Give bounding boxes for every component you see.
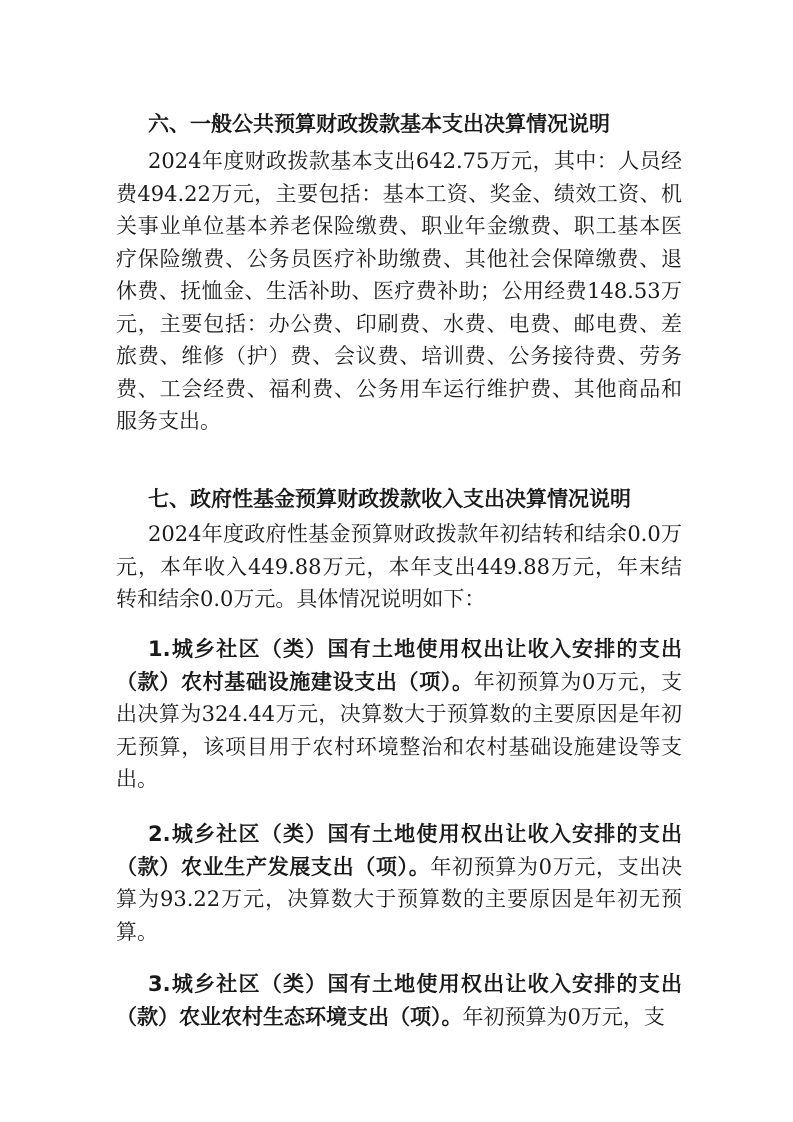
- item-3-title: 3.城乡社区（类）国有土地使用权出让收入安排的支出（款）农业农村生态环境支出（项）。: [116, 972, 682, 1029]
- item-1-text: 年初预算为0万元，支出决算为324.44万元，决算数大于预算数的主要原因是年初无预算，该项目用于农村环境整治和农村基础设施建设等支出。: [116, 669, 682, 791]
- section-7-intro: 2024年度政府性基金预算财政拨款年初结转和结余0.0万元，本年收入449.88万元，本年支出449.88万元，年末结转和结余0.0万元。具体情况说明如下：: [116, 522, 682, 611]
- item-1-title: 1.城乡社区（类）国有土地使用权出让收入安排的支出（款）农村基础设施建设支出（项）。: [116, 637, 682, 694]
- item-3-paragraph: [116, 968, 682, 1033]
- section-6-heading: 六、一般公共预算财政拨款基本支出决算情况说明: [148, 112, 610, 136]
- item-3-text: 年初预算为0万元，支: [462, 1004, 665, 1029]
- item-1-paragraph: [116, 633, 682, 796]
- section-7-heading: 七、政府性基金预算财政拨款收入支出决算情况说明: [148, 487, 631, 511]
- item-2-text: 年初预算为0万元，支出决算为93.22万元，决算数大于预算数的主要原因是年初无预算。: [116, 854, 682, 944]
- item-2-title: 2.城乡社区（类）国有土地使用权出让收入安排的支出（款）农业生产发展支出（项）。: [116, 822, 682, 879]
- section-6-body: 2024年度财政拨款基本支出642.75万元，其中：人员经费494.22万元，主要包括：基本工资、奖金、绩效工资、机关事业单位基本养老保险缴费、职业年金缴费、职工基本医疗保险缴费、公务员医疗补助缴费、其他社会保障缴费、退休费、抚恤金、生活补助、医疗费补助；公用经费148.53万元，主要包括：办公费、印刷费、水费、电费、邮电费、差旅费、维修（护）费、会议费、培训费、公务接待费、劳务费、工会经费、福利费、公务用车运行维护费、其他商品和服务支出。: [116, 149, 682, 433]
- item-2-paragraph: [116, 818, 682, 948]
